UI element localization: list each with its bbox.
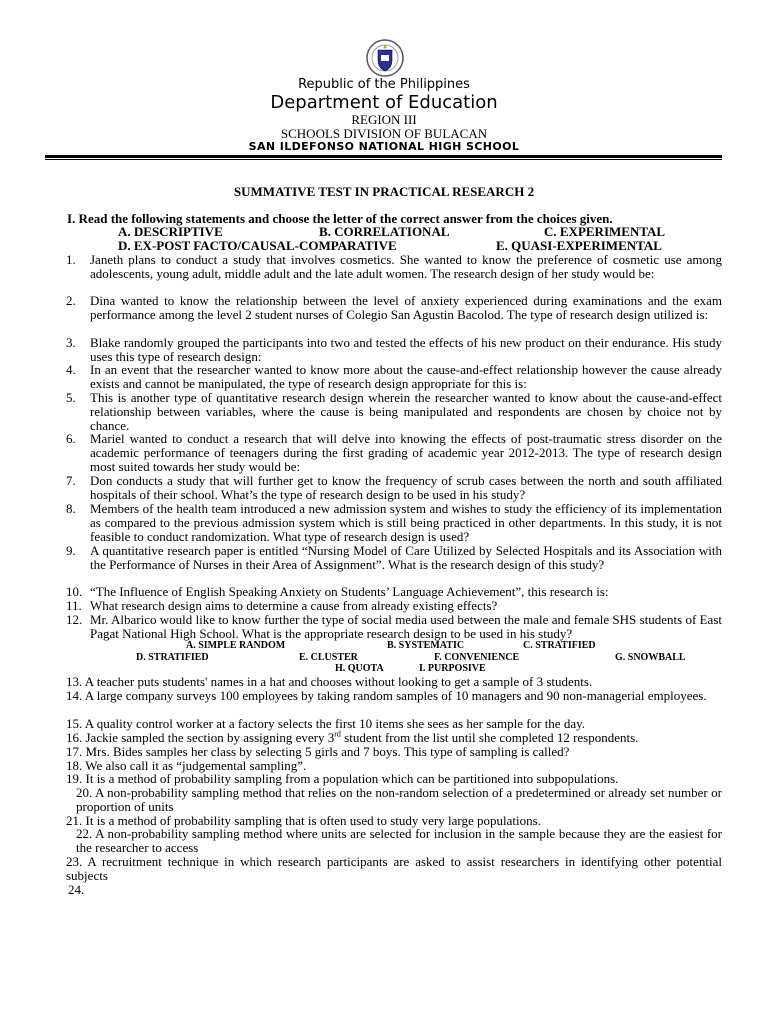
question-text: Don conducts a study that will further get to know the frequency of scrub cases between the north and south affiliated hospitals of their school. What’s the type of research design to be used in his study? <box>90 473 722 502</box>
choice-a: A. DESCRIPTIVE <box>118 224 223 239</box>
question-4 <box>66 363 722 391</box>
sampling-choice-f: F. CONVENIENCE <box>434 652 520 663</box>
question-20: 20. A non-probability sampling method that relies on the non-random selection of a predetermined or already set number or proportion of units <box>76 785 722 814</box>
question-14: 14. A large company surveys 100 employees by taking random samples of 10 managers and 90 non-managerial employees. <box>66 688 707 703</box>
question-16-text-end: student from the list until she completed 12 respondents. <box>340 730 639 745</box>
ordinal-suffix: rd <box>334 729 341 739</box>
question-text: What research design aims to determine a cause from already existing effects? <box>90 598 498 613</box>
question-1 <box>66 253 722 281</box>
question-9 <box>66 544 722 572</box>
question-text: Mr. Albarico would like to know further the type of social media used between the male and female SHS students of East Pagat National High School. What is the appropriate research design to be used in his study? <box>90 612 722 641</box>
question-number: 12. <box>66 612 83 627</box>
region-heading: REGION III <box>351 112 417 127</box>
deped-seal-logo <box>360 38 410 78</box>
header-rule-thick <box>45 155 722 158</box>
question-23: 23. A recruitment technique in which research participants are asked to assist researchers in identifying other potential subjects <box>66 854 722 883</box>
question-number: 7. <box>66 473 76 488</box>
department-heading: Department of Education <box>270 92 498 113</box>
question-16-text-start: 16. Jackie sampled the section by assigning every 3 <box>66 730 335 745</box>
question-text: Janeth plans to conduct a study that involves cosmetics. She wanted to know the preference of cosmetic use among adolescents, young adult, middle adult and the late adult women. The research design of her study would be: <box>90 252 722 281</box>
question-number: 11. <box>66 598 82 613</box>
question-number: 5. <box>66 390 76 405</box>
division-heading: SCHOOLS DIVISION OF BULACAN <box>280 126 488 141</box>
republic-heading: Republic of the Philippines <box>298 77 470 92</box>
question-22: 22. A non-probability sampling method where units are selected for inclusion in the sample because they are the easiest for the researcher to access <box>76 826 722 855</box>
question-18: 18. We also call it as “judgemental sampling”. <box>66 758 307 773</box>
test-title: SUMMATIVE TEST IN PRACTICAL RESEARCH 2 <box>233 184 535 199</box>
question-number: 6. <box>66 431 76 446</box>
question-7 <box>66 474 722 502</box>
sampling-choice-d: D. STRATIFIED <box>136 652 209 663</box>
choice-b: B. CORRELATIONAL <box>319 224 450 239</box>
question-text: Members of the health team introduced a new admission system and wishes to study the efficiency of its implementation as compared to the previous admission system which is still being practiced in other departments. In this study, it is not feasible to conduct randomization. What type of research design is used? <box>90 501 722 544</box>
question-text: Blake randomly grouped the participants into two and tested the effects of his new product on their endurance. His study uses this type of research design: <box>90 335 722 364</box>
question-17: 17. Mrs. Bides samples her class by selecting 5 girls and 7 boys. This type of sampling is called? <box>66 744 570 759</box>
question-2 <box>66 294 722 322</box>
question-10 <box>66 585 722 599</box>
question-5 <box>66 391 722 433</box>
question-6 <box>66 432 722 474</box>
question-number: 8. <box>66 501 76 516</box>
question-number: 2. <box>66 293 76 308</box>
choice-d: D. EX-POST FACTO/CAUSAL-COMPARATIVE <box>118 238 397 253</box>
question-text: “The Influence of English Speaking Anxiety on Students’ Language Achievement”, this research is: <box>90 584 609 599</box>
question-text: Dina wanted to know the relationship between the level of anxiety experienced during examinations and the exam performance among the level 2 student nurses of Colegio San Agustin Bacolod. The type of research design utilized is: <box>90 293 722 322</box>
question-19: 19. It is a method of probability sampling from a population which can be partitioned into subpopulations. <box>66 771 619 786</box>
question-number: 9. <box>66 543 76 558</box>
sampling-choice-c: C. STRATIFIED <box>523 640 596 651</box>
question-text: Mariel wanted to conduct a research that will delve into knowing the effects of post-traumatic stress disorder on the academic performance of teenagers during the first grading of academic year 2012-2013. The type of research design most suited towards her study would be: <box>90 431 722 474</box>
question-24: 24. <box>68 882 85 897</box>
question-3 <box>66 336 722 364</box>
header-rule-thin <box>45 159 722 160</box>
question-number: 4. <box>66 362 76 377</box>
sampling-choice-i: I. PURPOSIVE <box>419 663 486 674</box>
question-15: 15. A quality control worker at a factory selects the first 10 items she sees as her sample for the day. <box>66 716 586 731</box>
sampling-choice-a: A. SIMPLE RANDOM <box>186 640 286 651</box>
question-number: 10. <box>66 584 83 599</box>
sampling-choice-h: H. QUOTA <box>335 663 384 674</box>
question-text: A quantitative research paper is entitled “Nursing Model of Care Utilized by Selected Hospitals and its Association with the Performance of Nurses in their Area of Assignment”. What is the research design of this study? <box>90 543 722 572</box>
school-heading: SAN ILDEFONSO NATIONAL HIGH SCHOOL <box>248 140 520 153</box>
question-13: 13. A teacher puts students' names in a hat and chooses without looking to get a sample of 3 students. <box>66 674 593 689</box>
sampling-choice-e: E. CLUSTER <box>299 652 358 663</box>
question-number: 1. <box>66 252 76 267</box>
sampling-choice-g: G. SNOWBALL <box>615 652 686 663</box>
question-text: In an event that the researcher wanted to know more about the cause-and-effect relationship however the cause already exists and cannot be manipulated, the type of research design appropriate for this is: <box>90 362 722 391</box>
question-text: This is another type of quantitative research design wherein the researcher wanted to know about the cause-and-effect relationship between variables, where the cause is being manipulated and respondents are chosen by choice not by chance. <box>90 390 722 433</box>
question-16 <box>66 731 722 745</box>
question-21: 21. It is a method of probability sampling that is often used to study very large populations. <box>66 813 541 828</box>
question-number: 3. <box>66 335 76 350</box>
question-11 <box>66 599 722 613</box>
question-8 <box>66 502 722 544</box>
sampling-choice-b: B. SYSTEMATIC <box>387 640 465 651</box>
part1-instruction: I. Read the following statements and choose the letter of the correct answer from the choices given. <box>67 211 613 226</box>
choice-e: E. QUASI-EXPERIMENTAL <box>496 238 662 253</box>
question-12 <box>66 613 722 641</box>
choice-c: C. EXPERIMENTAL <box>544 224 666 239</box>
